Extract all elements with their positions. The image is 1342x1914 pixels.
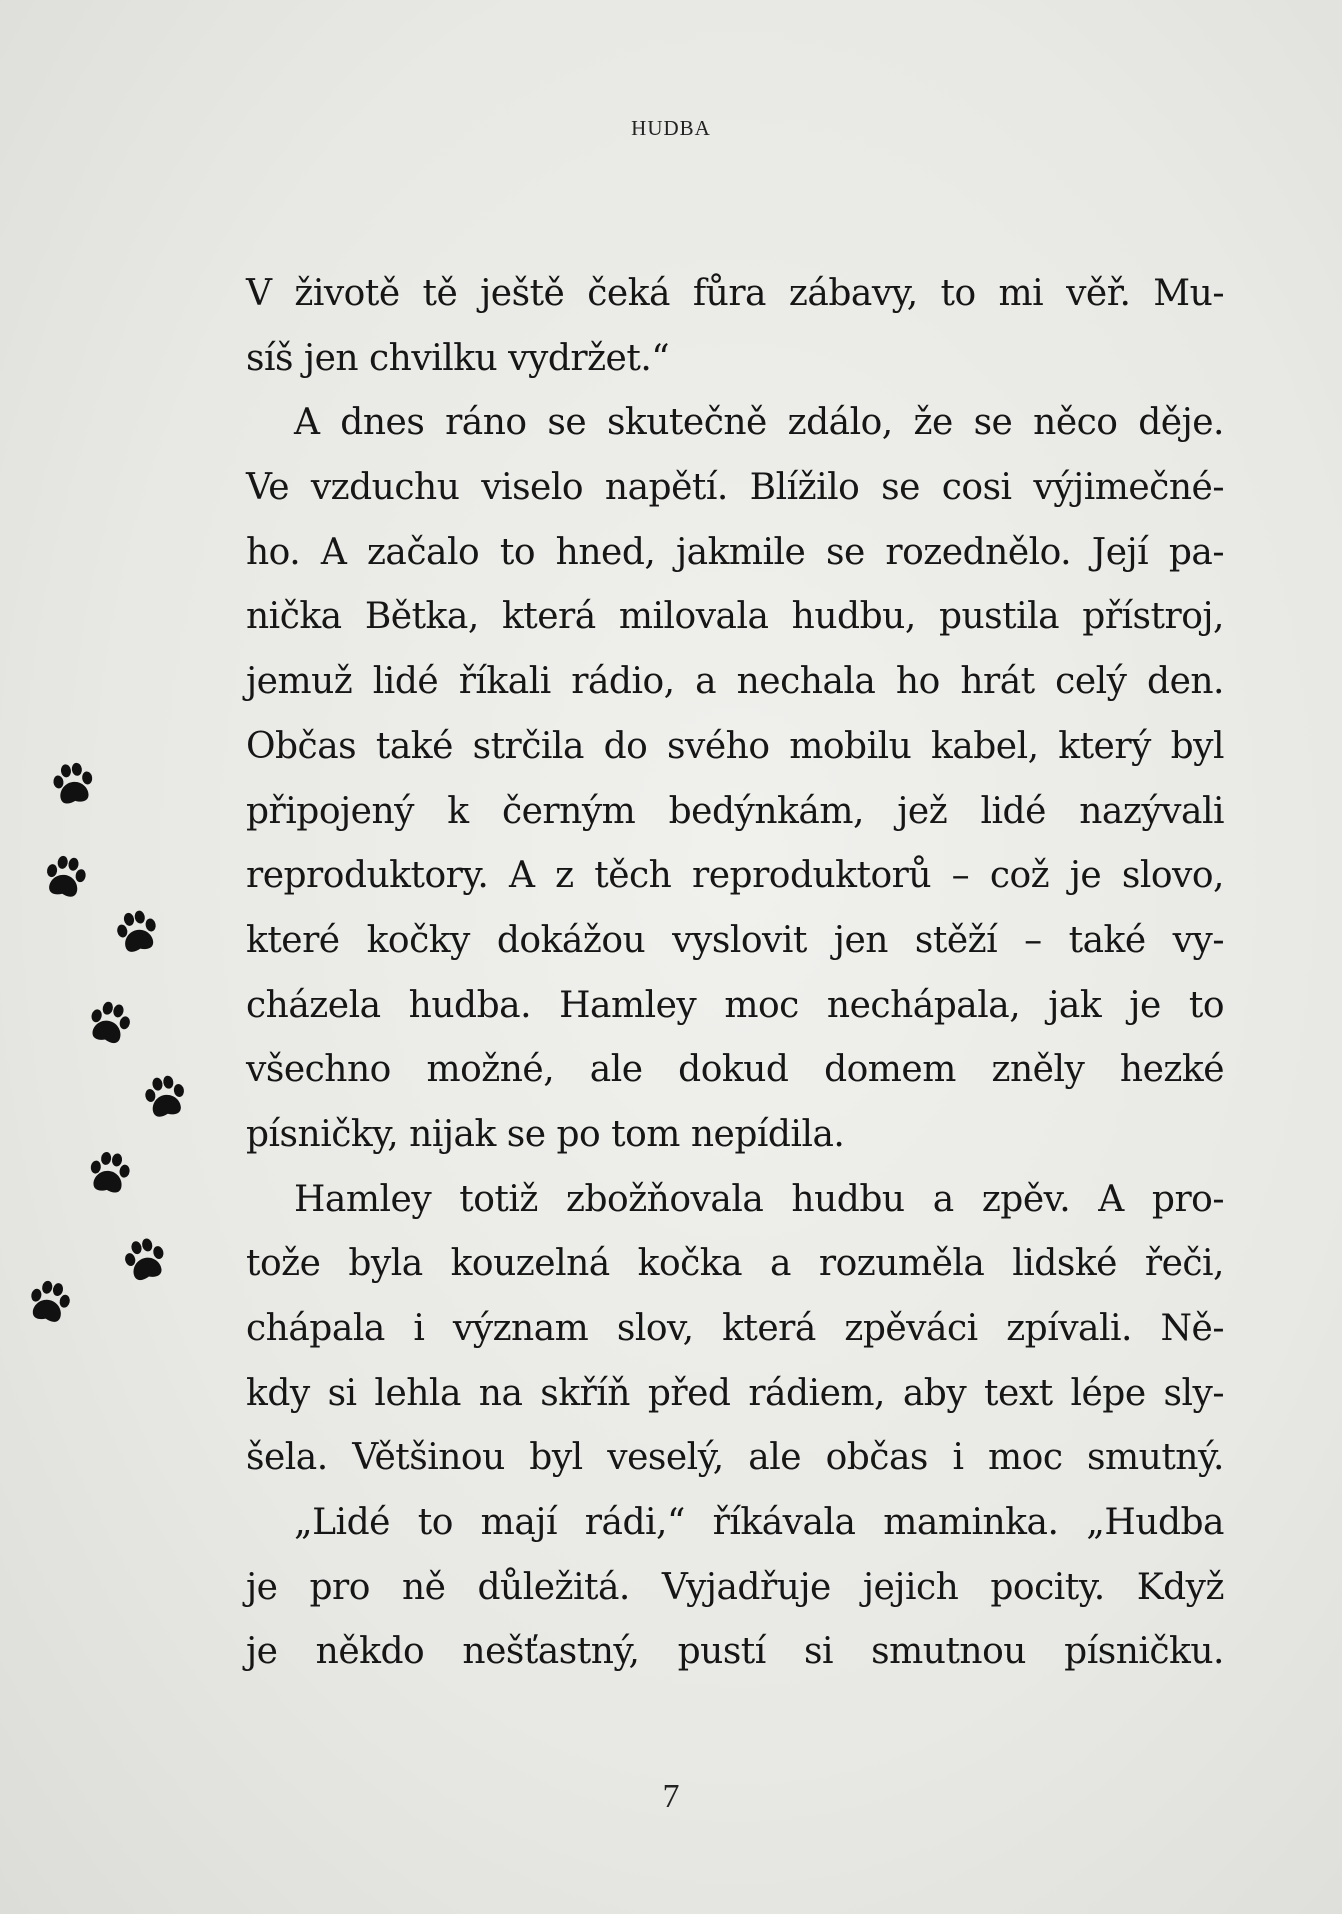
running-head: HUDBA bbox=[631, 116, 711, 140]
text-line: nička Bětka, která milovala hudbu, pustila přístroj, bbox=[246, 596, 1224, 638]
text-line: chápala i význam slov, která zpěváci zpívali. Ně- bbox=[246, 1308, 1224, 1349]
body-text bbox=[246, 262, 1224, 1685]
text-line: jemuž lidé říkali rádio, a nechala ho hrát celý den. bbox=[246, 661, 1224, 703]
text-line: cházela hudba. Hamley moc nechápala, jak je to bbox=[246, 984, 1224, 1026]
text-line: „Lidé to mají rádi,“ říkávala maminka. „Hudba bbox=[294, 1502, 1224, 1544]
text-line: kdy si lehla na skříň před rádiem, aby text lépe sly- bbox=[246, 1372, 1224, 1414]
text-line: Hamley totiž zbožňovala hudbu a zpěv. A pro- bbox=[294, 1178, 1224, 1220]
text-line: ho. A začalo to hned, jakmile se rozednělo. Její pa- bbox=[246, 531, 1224, 573]
text-line: šela. Většinou byl veselý, ale občas i moc smutný. bbox=[246, 1437, 1224, 1479]
text-line: které kočky dokážou vyslovit jen stěží – také vy- bbox=[246, 919, 1224, 961]
text-line: Ve vzduchu viselo napětí. Blížilo se cosi výjimečné- bbox=[246, 467, 1224, 509]
paw-print-icon bbox=[81, 1146, 137, 1202]
paw-print-icon bbox=[136, 1069, 194, 1127]
text-line: je pro ně důležitá. Vyjadřuje jejich pocity. Když bbox=[246, 1566, 1224, 1608]
text-line: připojený k černým bedýnkám, jež lidé nazývali bbox=[246, 790, 1224, 832]
paw-print-icon bbox=[45, 757, 101, 813]
text-line: A dnes ráno se skutečně zdálo, že se něco děje. bbox=[294, 402, 1224, 444]
text-line: síš jen chvilku vydržet.“ bbox=[246, 337, 670, 379]
paw-print-icon bbox=[107, 903, 166, 962]
text-line: všechno možné, ale dokud domem zněly hezké bbox=[246, 1049, 1224, 1091]
text-line: písničky, nijak se po tom nepídila. bbox=[246, 1113, 845, 1155]
paw-print-icon bbox=[79, 994, 140, 1055]
page-number: 7 bbox=[662, 1778, 680, 1815]
paw-print-icon bbox=[19, 1273, 78, 1332]
paw-print-icon bbox=[36, 849, 94, 907]
text-line: reproduktory. A z těch reproduktorů – což je slovo, bbox=[246, 855, 1224, 897]
text-line: V životě tě ještě čeká fůra zábavy, to mi věř. Mu- bbox=[246, 273, 1224, 314]
paw-print-icon bbox=[115, 1231, 176, 1292]
text-line: tože byla kouzelná kočka a rozuměla lidské řeči, bbox=[246, 1243, 1224, 1285]
text-line: Občas také strčila do svého mobilu kabel, který byl bbox=[246, 725, 1224, 767]
text-line: je někdo nešťastný, pustí si smutnou písničku. bbox=[246, 1631, 1224, 1673]
